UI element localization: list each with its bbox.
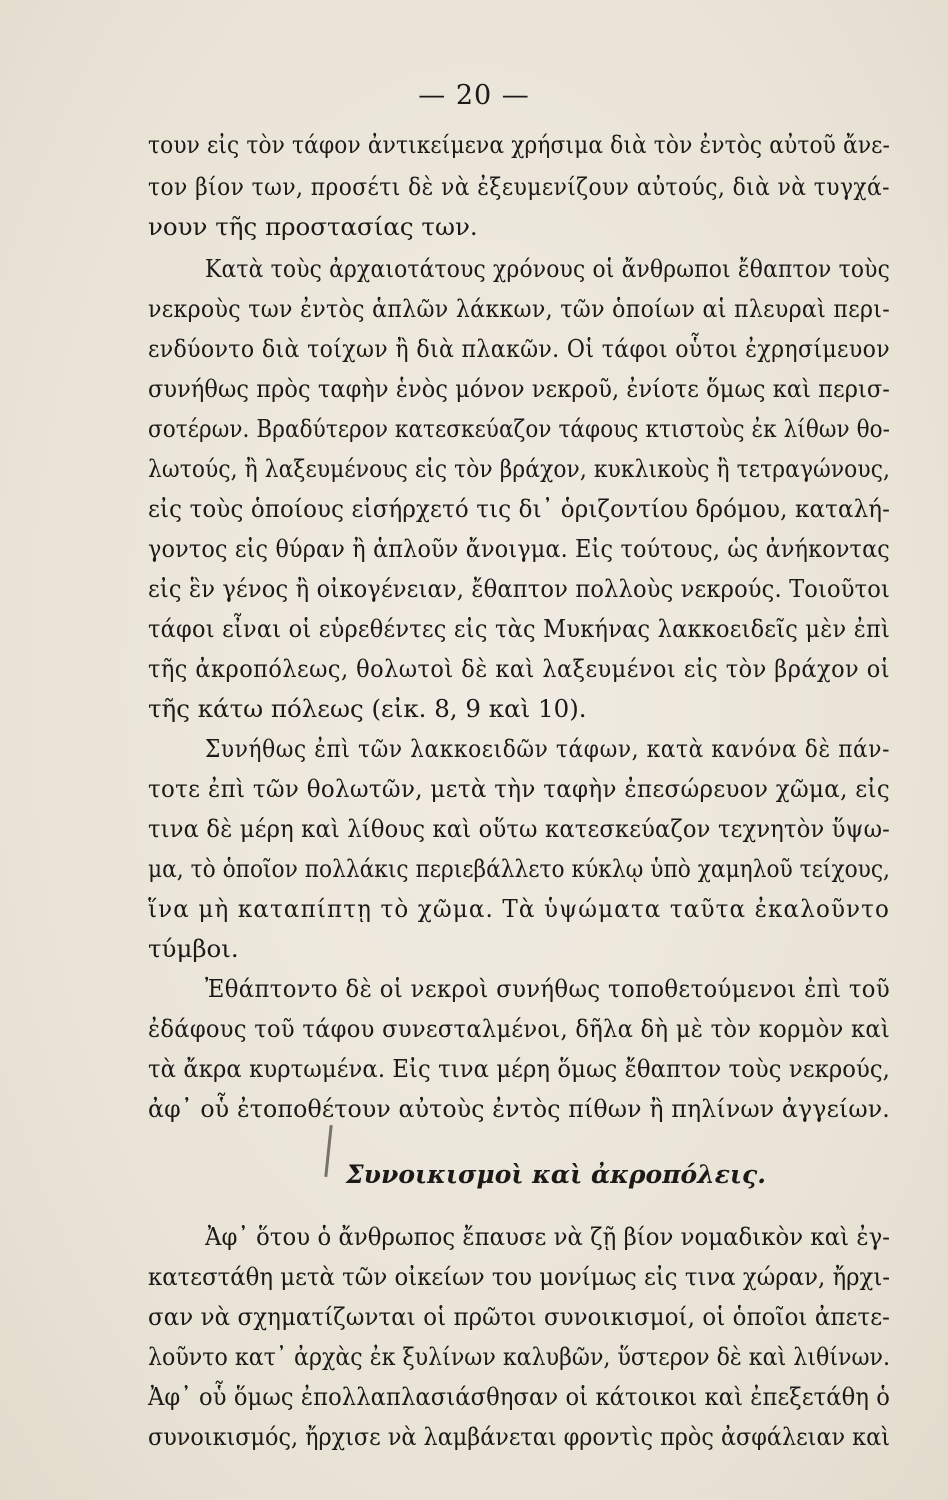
- text-line: Συνήθως ἐπὶ τῶν λακκοειδῶν τάφων, κατὰ κανόνα δὲ πάν-: [205, 734, 891, 763]
- text-line: νουν τῆς προστασίας των.: [148, 212, 478, 241]
- text-line: Κατὰ τοὺς ἀρχαιοτάτους χρόνους οἱ ἄνθρωποι ἔθαπτον τοὺς: [205, 254, 891, 283]
- section-heading: Συνοικισμοὶ καὶ ἀκροπόλεις.: [346, 1160, 766, 1189]
- text-line: τύμβοι.: [148, 934, 239, 963]
- text-line: σοτέρων. Βραδύτερον κατεσκεύαζον τάφους κτιστοὺς ἐκ λίθων θο-: [148, 414, 891, 443]
- text-line: συνήθως πρὸς ταφὴν ἑνὸς μόνον νεκροῦ, ἐνίοτε ὅμως καὶ περισ-: [148, 374, 890, 403]
- text-line: τάφοι εἶναι οἱ εὑρεθέντες εἰς τὰς Μυκήνας λακκοειδεῖς μὲν ἐπὶ: [148, 614, 890, 643]
- text-line: γοντος εἰς θύραν ἢ ἁπλοῦν ἄνοιγμα. Εἰς τούτους, ὡς ἀνήκοντας: [148, 534, 890, 563]
- text-line: λωτούς, ἢ λαξευμένους εἰς τὸν βράχον, κυκλικοὺς ἢ τετραγώνους,: [148, 454, 890, 483]
- page-number: — 20 —: [418, 80, 530, 111]
- text-line: νεκροὺς των ἐντὸς ἁπλῶν λάκκων, τῶν ὁποίων αἱ πλευραὶ περι-: [148, 294, 891, 323]
- text-line: τῆς κάτω πόλεως (εἰκ. 8, 9 καὶ 10).: [148, 694, 587, 723]
- text-line: εἰς ἓν γένος ἢ οἰκογένειαν, ἔθαπτον πολλοὺς νεκρούς. Τοιοῦτοι: [148, 574, 891, 603]
- text-line: Ἐθάπτοντο δὲ οἱ νεκροὶ συνήθως τοποθετούμενοι ἐπὶ τοῦ: [205, 974, 891, 1003]
- text-line: ἐδάφους τοῦ τάφου συνεσταλμένοι, δῆλα δὴ μὲ τὸν κορμὸν καὶ: [148, 1014, 891, 1043]
- text-line: τῆς ἀκροπόλεως, θολωτοὶ δὲ καὶ λαξευμένοι εἰς τὸν βράχον οἱ: [148, 654, 890, 683]
- text-line: κατεστάθη μετὰ τῶν οἰκείων του μονίμως εἰς τινα χώραν, ἤρχι-: [148, 1262, 890, 1291]
- text-line: τον βίον των, προσέτι δὲ νὰ ἐξευμενίζουν αὐτούς, διὰ νὰ τυγχά-: [148, 172, 890, 201]
- text-line: σαν νὰ σχηματίζωνται οἱ πρῶτοι συνοικισμοί, οἱ ὁποῖοι ἀπετε-: [148, 1302, 890, 1331]
- text-line: συνοικισμός, ἤρχισε νὰ λαμβάνεται φροντὶς πρὸς ἀσφάλειαν καὶ: [148, 1422, 890, 1451]
- text-line: ἵνα μὴ καταπίπτῃ τὸ χῶμα. Τὰ ὑψώματα ταῦτα ἐκαλοῦντο: [148, 894, 891, 923]
- text-line: τοτε ἐπὶ τῶν θολωτῶν, μετὰ τὴν ταφὴν ἐπεσώρευον χῶμα, εἰς: [148, 774, 890, 803]
- text-line: μα, τὸ ὁποῖον πολλάκις περιεβάλλετο κύκλῳ ὑπὸ χαμηλοῦ τείχους,: [148, 854, 890, 883]
- text-line: ἀφ᾽ οὗ ἐτοποθέτουν αὐτοὺς ἐντὸς πίθων ἢ πηλίνων ἀγγείων.: [148, 1094, 890, 1123]
- text-line: Ἀφ᾽ οὗ ὅμως ἐπολλαπλασιάσθησαν οἱ κάτοικοι καὶ ἐπεξετάθη ὁ: [148, 1382, 890, 1411]
- margin-pencil-mark: [324, 1125, 332, 1177]
- text-line: λοῦντο κατ᾽ ἀρχὰς ἐκ ξυλίνων καλυβῶν, ὕστερον δὲ καὶ λιθίνων.: [148, 1342, 891, 1371]
- text-line: τουν εἰς τὸν τάφον ἀντικείμενα χρήσιμα διὰ τὸν ἐντὸς αὐτοῦ ἄνε-: [148, 130, 890, 159]
- text-line: εἰς τοὺς ὁποίους εἰσήρχετό τις δι᾽ ὁριζοντίου δρόμου, καταλή-: [148, 494, 891, 523]
- text-line: τινα δὲ μέρη καὶ λίθους καὶ οὕτω κατεσκεύαζον τεχνητὸν ὕψω-: [148, 814, 890, 843]
- text-line: τὰ ἄκρα κυρτωμένα. Εἰς τινα μέρη ὅμως ἔθαπτον τοὺς νεκρούς,: [148, 1054, 890, 1083]
- text-line: ενδύοντο διὰ τοίχων ἢ διὰ πλακῶν. Οἱ τάφοι οὗτοι ἐχρησίμευον: [148, 334, 890, 363]
- text-line: Ἀφ᾽ ὅτου ὁ ἄνθρωπος ἔπαυσε νὰ ζῇ βίον νομαδικὸν καὶ ἐγ-: [205, 1222, 891, 1251]
